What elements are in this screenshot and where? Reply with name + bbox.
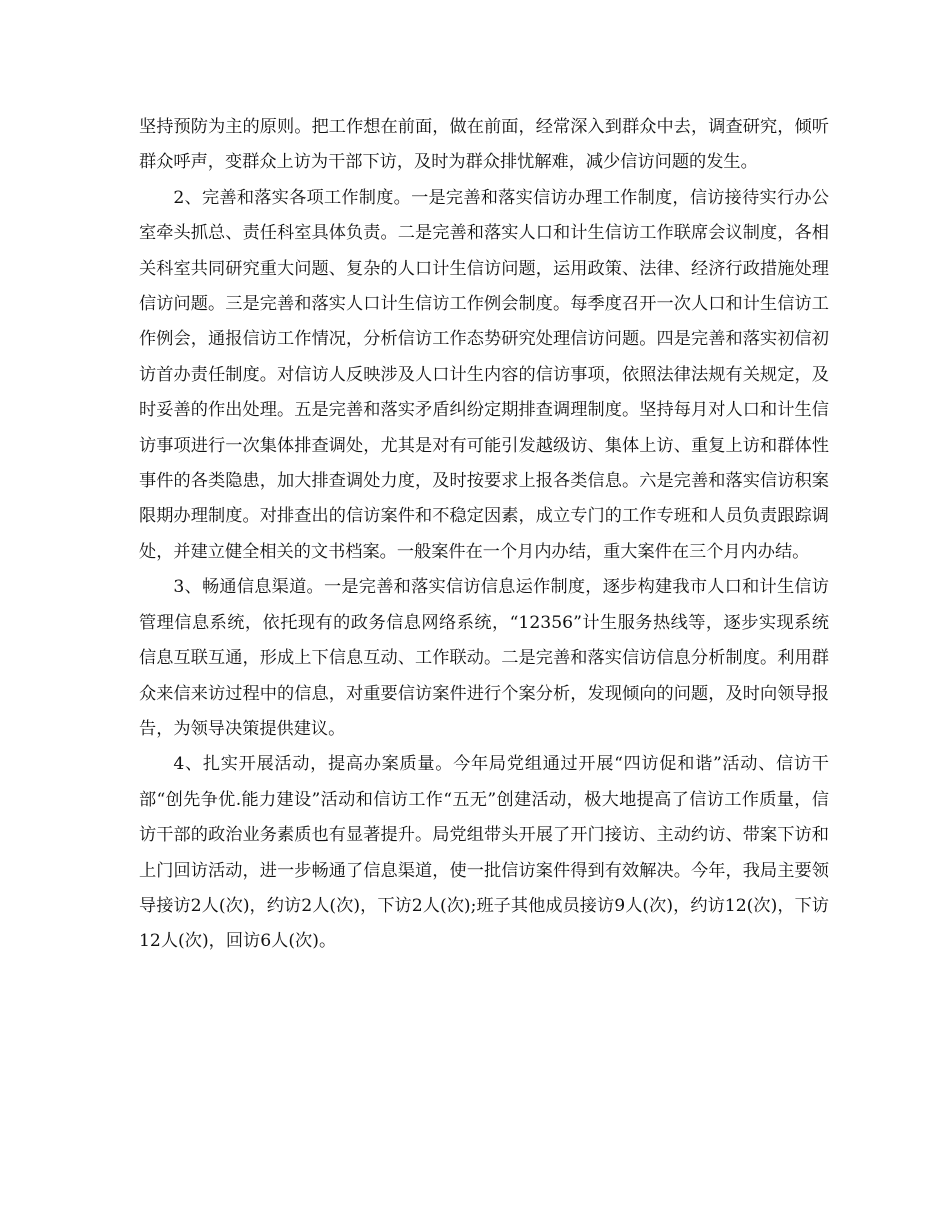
paragraph-info-channel: 3、畅通信息渠道。一是完善和落实信访信息运作制度，逐步构建我市人口和计生信访管理信息系统，依托现有的政务信息网络系统，“12356”计生服务热线等，逐步实现系统信息互联互通，形成上下信息互动、工作联动。二是完善和落实信访信息分析制度。利用群众来信来访过程中的信息，对重要信访案件进行个案分析，发现倾向的问题，及时向领导报告，为领导决策提供建议。 bbox=[139, 577, 829, 739]
paragraph-continuation: 坚持预防为主的原则。把工作想在前面，做在前面，经常深入到群众中去，调查研究，倾听群众呼声，变群众上访为干部下访，及时为群众排忧解难，减少信访问题的发生。 bbox=[139, 117, 829, 173]
paragraph-activities: 4、扎实开展活动，提高办案质量。今年局党组通过开展“四访促和谐”活动、信访干部“创先争优.能力建设”活动和信访工作“五无”创建活动，极大地提高了信访工作质量，信访干部的政治业务素质也有显著提升。局党组带头开展了开门接访、主动约访、带案下访和上门回访活动，进一步畅通了信息渠道，使一批信访案件得到有效解决。今年，我局主要领导接访2人(次)，约访2人(次)，下访2人(次);班子其他成员接访9人(次)，约访12(次)，下访12人(次)，回访6人(次)。 bbox=[139, 754, 829, 952]
paragraph-work-system: 2、完善和落实各项工作制度。一是完善和落实信访办理工作制度，信访接待实行办公室牵头抓总、责任科室具体负责。二是完善和落实人口和计生信访工作联席会议制度，各相关科室共同研究重大问题、复杂的人口计生信访问题，运用政策、法律、经济行政措施处理信访问题。三是完善和落实人口计生信访工作例会制度。每季度召开一次人口和计生信访工作例会，通报信访工作情况，分析信访工作态势研究处理信访问题。四是完善和落实初信初访首办责任制度。对信访人反映涉及人口计生内容的信访事项，依照法律法规有关规定，及时妥善的作出处理。五是完善和落实矛盾纠纷定期排查调理制度。坚持每月对人口和计生信访事项进行一次集体排查调处，尤其是对有可能引发越级访、集体上访、重复上访和群体性事件的各类隐患，加大排查调处力度，及时按要求上报各类信息。六是完善和落实信访积案限期办理制度。对排查出的信访案件和不稳定因素，成立专门的工作专班和人员负责跟踪调处，并建立健全相关的文书档案。一般案件在一个月内办结，重大案件在三个月内办结。 bbox=[139, 187, 829, 562]
document-body bbox=[139, 110, 829, 960]
